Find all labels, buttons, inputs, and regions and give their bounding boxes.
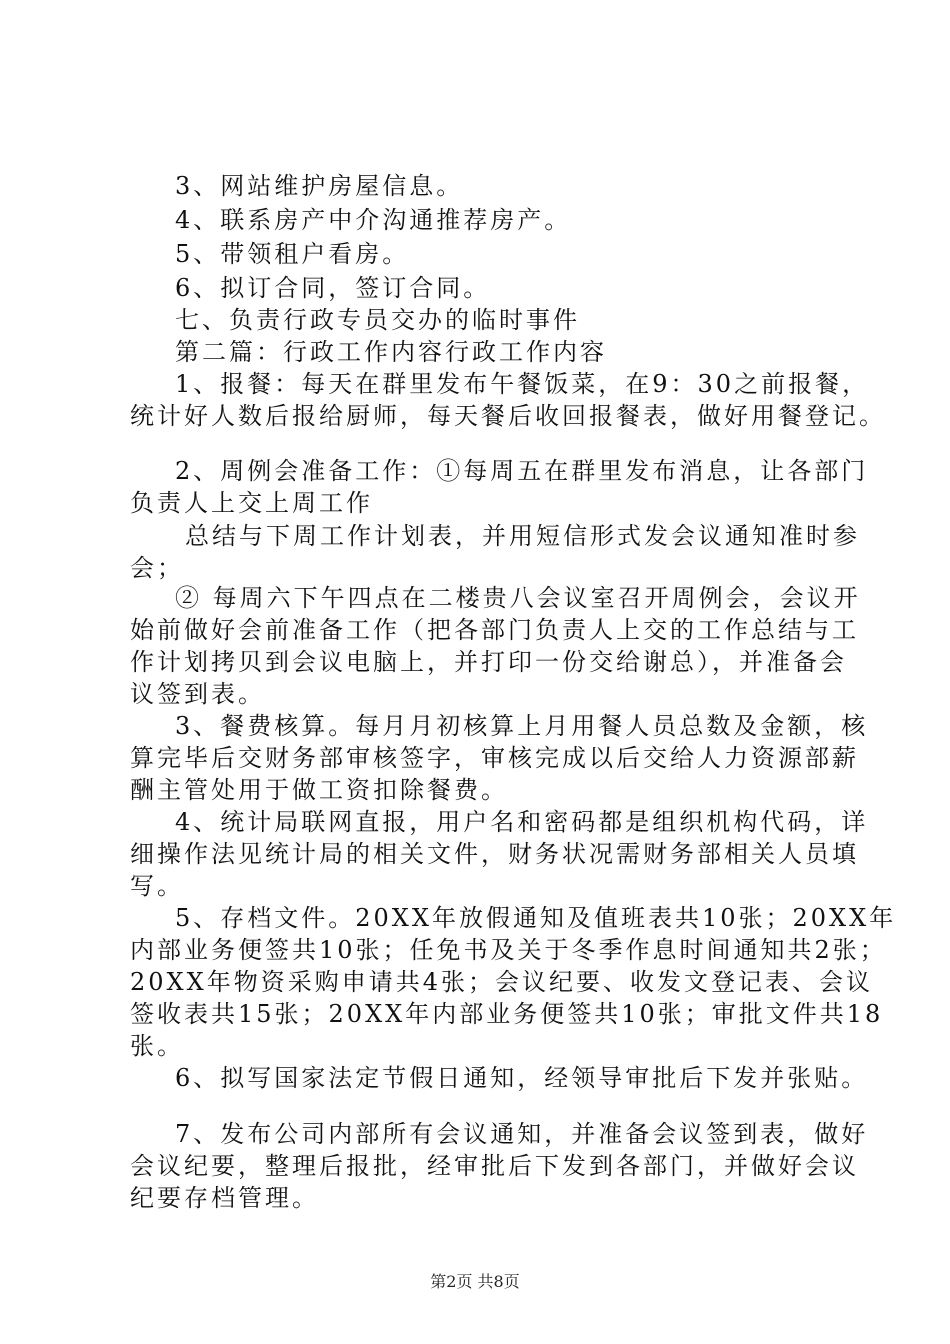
text-line: 算完毕后交财务部审核签字，审核完成以后交给人力资源部薪 xyxy=(130,744,859,772)
text-line: 6、拟写国家法定节假日通知，经领导审批后下发并张贴。 xyxy=(175,1064,869,1092)
text-line: 2、周例会准备工作：①每周五在群里发布消息，让各部门 xyxy=(175,457,869,485)
text-line: 负责人上交上周工作 xyxy=(130,489,373,517)
text-line: 酬主管处用于做工资扣除餐费。 xyxy=(130,776,508,804)
text-line: 纪要存档管理。 xyxy=(130,1184,319,1212)
text-line: 统计好人数后报给厨师，每天餐后收回报餐表，做好用餐登记。 xyxy=(130,402,886,430)
text-line: 作计划拷贝到会议电脑上，并打印一份交给谢总），并准备会 xyxy=(130,648,847,676)
text-line: ② 每周六下午四点在二楼贵八会议室召开周例会，会议开 xyxy=(175,584,861,612)
text-line: 始前做好会前准备工作（把各部门负责人上交的工作总结与工 xyxy=(130,616,859,644)
text-line: 5、带领租户看房。 xyxy=(175,240,410,268)
section-heading: 第二篇：行政工作内容行政工作内容 xyxy=(175,338,607,366)
text-line: 签收表共15张；20XX年内部业务便签共10张；审批文件共18 xyxy=(130,1000,884,1028)
text-line: 总结与下周工作计划表，并用短信形式发会议通知准时参 xyxy=(185,522,860,550)
text-line: 3、网站维护房屋信息。 xyxy=(175,172,464,200)
text-line: 内部业务便签共10张；任免书及关于冬季作息时间通知共2张； xyxy=(130,936,887,964)
text-line: 20XX年物资采购申请共4张；会议纪要、收发文登记表、会议 xyxy=(130,968,873,996)
text-line: 议签到表。 xyxy=(130,680,265,708)
text-line: 3、餐费核算。每月月初核算上月用餐人员总数及金额，核 xyxy=(175,712,869,740)
text-line: 1、报餐：每天在群里发布午餐饭菜，在9：30之前报餐， xyxy=(175,370,870,398)
text-line: 5、存档文件。20XX年放假通知及值班表共10张；20XX年 xyxy=(175,904,897,932)
text-line: 写。 xyxy=(130,872,184,900)
text-line: 会议纪要，整理后报批，经审批后下发到各部门，并做好会议 xyxy=(130,1152,859,1180)
text-line: 七、负责行政专员交办的临时事件 xyxy=(175,306,580,334)
text-line: 会； xyxy=(130,554,184,582)
text-line: 7、发布公司内部所有会议通知，并准备会议签到表，做好 xyxy=(175,1120,869,1148)
text-line: 细操作法见统计局的相关文件，财务状况需财务部相关人员填 xyxy=(130,840,859,868)
text-line: 张。 xyxy=(130,1032,184,1060)
page-footer: 第2页 共8页 xyxy=(430,1272,520,1291)
text-line: 6、拟订合同，签订合同。 xyxy=(175,274,491,302)
text-line: 4、统计局联网直报，用户名和密码都是组织机构代码，详 xyxy=(175,808,869,836)
text-line: 4、联系房产中介沟通推荐房产。 xyxy=(175,206,572,234)
